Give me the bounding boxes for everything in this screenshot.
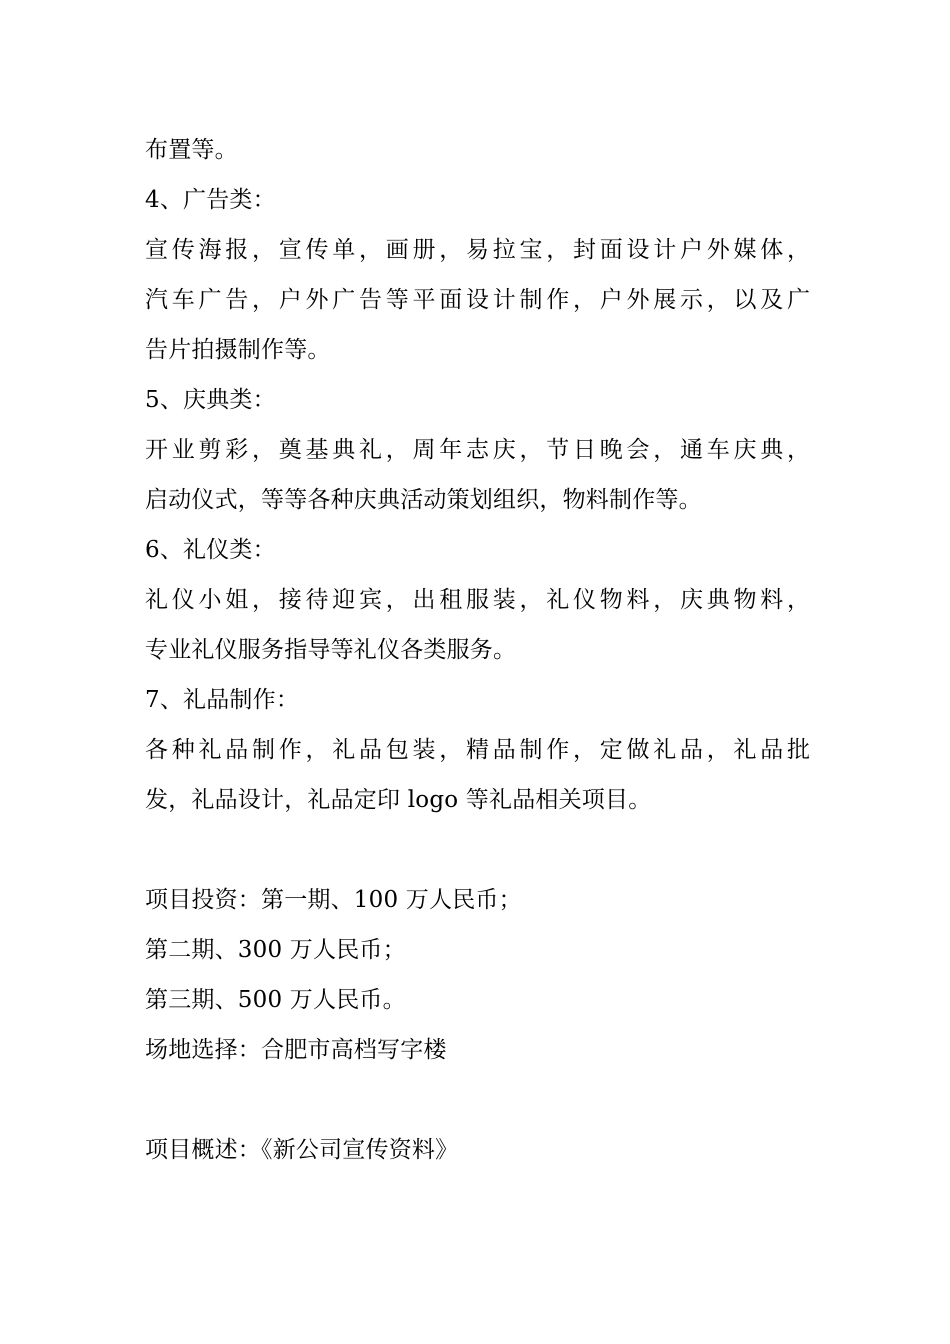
text-line: 布置等。: [145, 137, 238, 163]
text-line: 告片拍摄制作等。: [145, 337, 331, 363]
text-line: 汽车广告，户外广告等平面设计制作，户外展示，以及广: [145, 287, 810, 313]
document-body: [145, 125, 810, 1175]
text-line: 开业剪彩，奠基典礼，周年志庆，节日晚会，通车庆典，: [145, 437, 810, 463]
section-heading-gifts: 7、礼品制作：: [145, 687, 300, 713]
text-line: 礼仪小姐，接待迎宾，出租服装，礼仪物料，庆典物料，: [145, 587, 810, 613]
investment-phase-2: 第二期、300 万人民币；: [145, 937, 406, 963]
text-line: 各种礼品制作，礼品包装，精品制作，定做礼品，礼品批: [145, 737, 810, 763]
venue-selection: 场地选择：合肥市高档写字楼: [145, 1037, 447, 1063]
investment-phase-1: 项目投资：第一期、100 万人民币；: [145, 887, 522, 913]
text-line: 发，礼品设计，礼品定印 logo 等礼品相关项目。: [145, 787, 652, 813]
section-heading-celebration: 5、庆典类：: [145, 387, 276, 413]
text-line: 专业礼仪服务指导等礼仪各类服务。: [145, 637, 517, 663]
section-heading-etiquette: 6、礼仪类：: [145, 537, 276, 563]
section-heading-advertising: 4、广告类：: [145, 187, 276, 213]
text-line: 启动仪式，等等各种庆典活动策划组织，物料制作等。: [145, 487, 702, 513]
blank-line: [145, 1075, 810, 1125]
blank-line: [145, 825, 810, 875]
investment-phase-3: 第三期、500 万人民币。: [145, 987, 406, 1013]
text-line: 宣传海报，宣传单，画册，易拉宝，封面设计户外媒体，: [145, 237, 810, 263]
project-overview: 项目概述：《新公司宣传资料》: [145, 1137, 459, 1163]
